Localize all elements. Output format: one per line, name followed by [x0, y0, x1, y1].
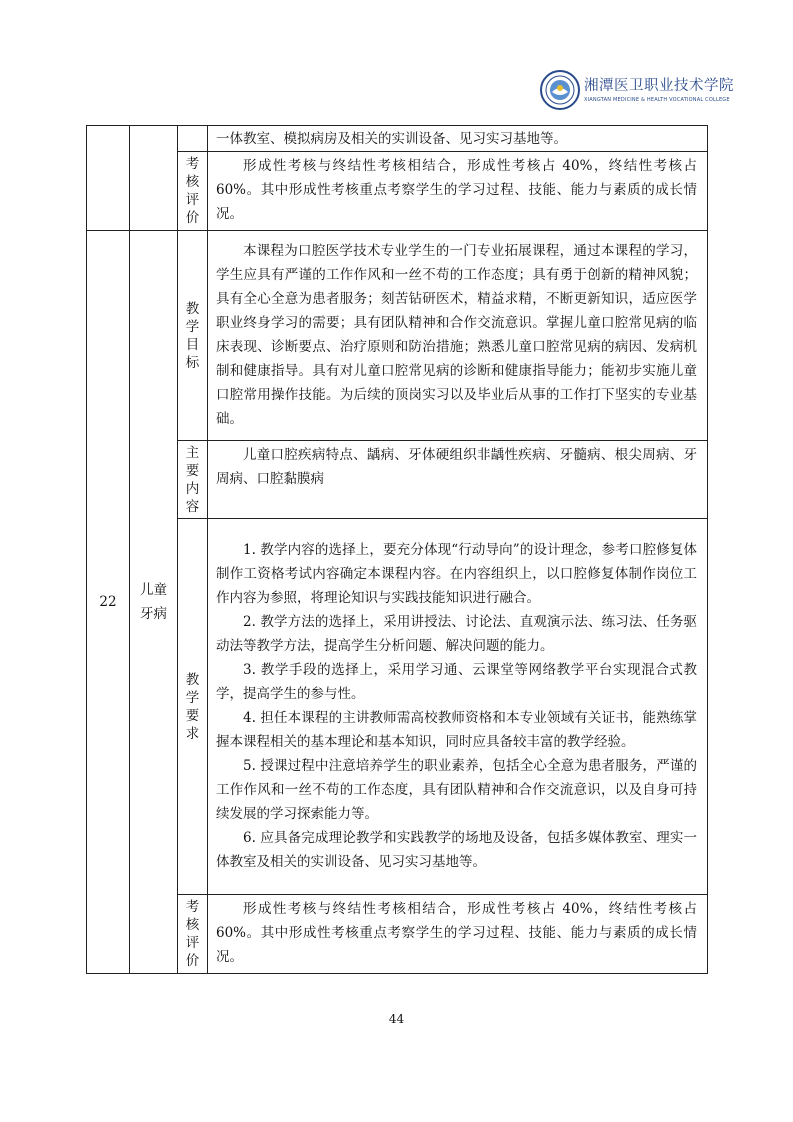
table-row [87, 519, 708, 895]
college-name-en: XIANGTAN MEDICINE & HEALTH VOCATIONAL COLLEGE [584, 97, 730, 103]
content-text: 儿童口腔疾病特点、龋病、牙体硬组织非龋性疾病、牙髓病、根尖周病、牙周病、口腔黏膜病 [208, 441, 708, 519]
requirement-item: 1. 教学内容的选择上，要充分体现“行动导向”的设计理念，参考口腔修复体制作工资格考试内容确定本课程内容。在内容组织上，以口腔修复体制作岗位工作内容为参照，将理论知识与实践技能知识进行融合。 [216, 541, 697, 606]
prev-assessment-label: 考 核 评 价 [178, 152, 208, 231]
requirement-label: 教 学 要 求 [178, 519, 208, 895]
college-seal-icon [540, 70, 580, 110]
table-row [87, 231, 708, 441]
prev-name-cell [130, 126, 178, 231]
college-logo [540, 66, 740, 118]
prev-number-cell [87, 126, 130, 231]
prev-requirement-text: 一体教室、模拟病房及相关的实训设备、见习实习基地等。 [208, 126, 708, 152]
requirement-text [208, 519, 708, 895]
prev-assessment-text: 形成性考核与终结性考核相结合，形成性考核占 40%，终结性考核占 60%。其中形成性考核重点考察学生的学习过程、技能、能力与素质的成长情况。 [208, 152, 708, 231]
requirement-item: 3. 教学手段的选择上，采用学习通、云课堂等网络教学平台实现混合式教学，提高学生的参与性。 [216, 661, 697, 702]
assessment-text: 形成性考核与终结性考核相结合，形成性考核占 40%，终结性考核占 60%。其中形成性考核重点考察学生的学习过程、技能、能力与素质的成长情况。 [208, 895, 708, 974]
table-row [87, 441, 708, 519]
goal-text: 本课程为口腔医学技术专业学生的一门专业拓展课程，通过本课程的学习，学生应具有严谨的工作作风和一丝不苟的工作态度；具有勇于创新的精神风貌；具有全心全意为患者服务；刻苦钻研医术，精益求精，不断更新知识，适应医学职业终身学习的需要；具有团队精神和合作交流意识。掌握儿童口腔常见病的临床表现、诊断要点、治疗原则和防治措施；熟悉儿童口腔常见病的病因、发病机制和健康指导。具有对儿童口腔常见病的诊断和健康指导能力；能初步实施儿童口腔常用操作技能。为后续的顶岗实习以及毕业后从事的工作打下坚实的专业基础。 [208, 231, 708, 441]
assessment-label: 考 核 评 价 [178, 895, 208, 974]
requirement-item: 2. 教学方法的选择上，采用讲授法、讨论法、直观演示法、练习法、任务驱动法等教学方法，提高学生分析问题、解决问题的能力。 [216, 613, 697, 654]
college-name: 湘潭医卫职业技术学院 [584, 78, 734, 94]
table-row [87, 895, 708, 974]
prev-label-cell [178, 126, 208, 152]
table-row [87, 126, 708, 152]
page-number: 44 [388, 1012, 405, 1026]
requirement-item: 4. 担任本课程的主讲教师需高校教师资格和本专业领域有关证书，能熟练掌握本课程相关的基本理论和基本知识，同时应具备较丰富的教学经验。 [216, 709, 697, 750]
content-label: 主 要 内 容 [178, 441, 208, 519]
course-name: 儿童 牙病 [130, 231, 178, 974]
course-table [86, 125, 708, 974]
requirement-item: 5. 授课过程中注意培养学生的职业素养，包括全心全意为患者服务，严谨的工作作风和一丝不苟的工作态度，具有团队精神和合作交流意识，以及自身可持续发展的学习探索能力等。 [216, 757, 697, 822]
table-row [87, 152, 708, 231]
goal-label: 教 学 目 标 [178, 231, 208, 441]
course-number: 22 [87, 231, 130, 974]
requirement-item: 6. 应具备完成理论教学和实践教学的场地及设备，包括多媒体教室、理实一体教室及相关的实训设备、见习实习基地等。 [216, 829, 697, 870]
